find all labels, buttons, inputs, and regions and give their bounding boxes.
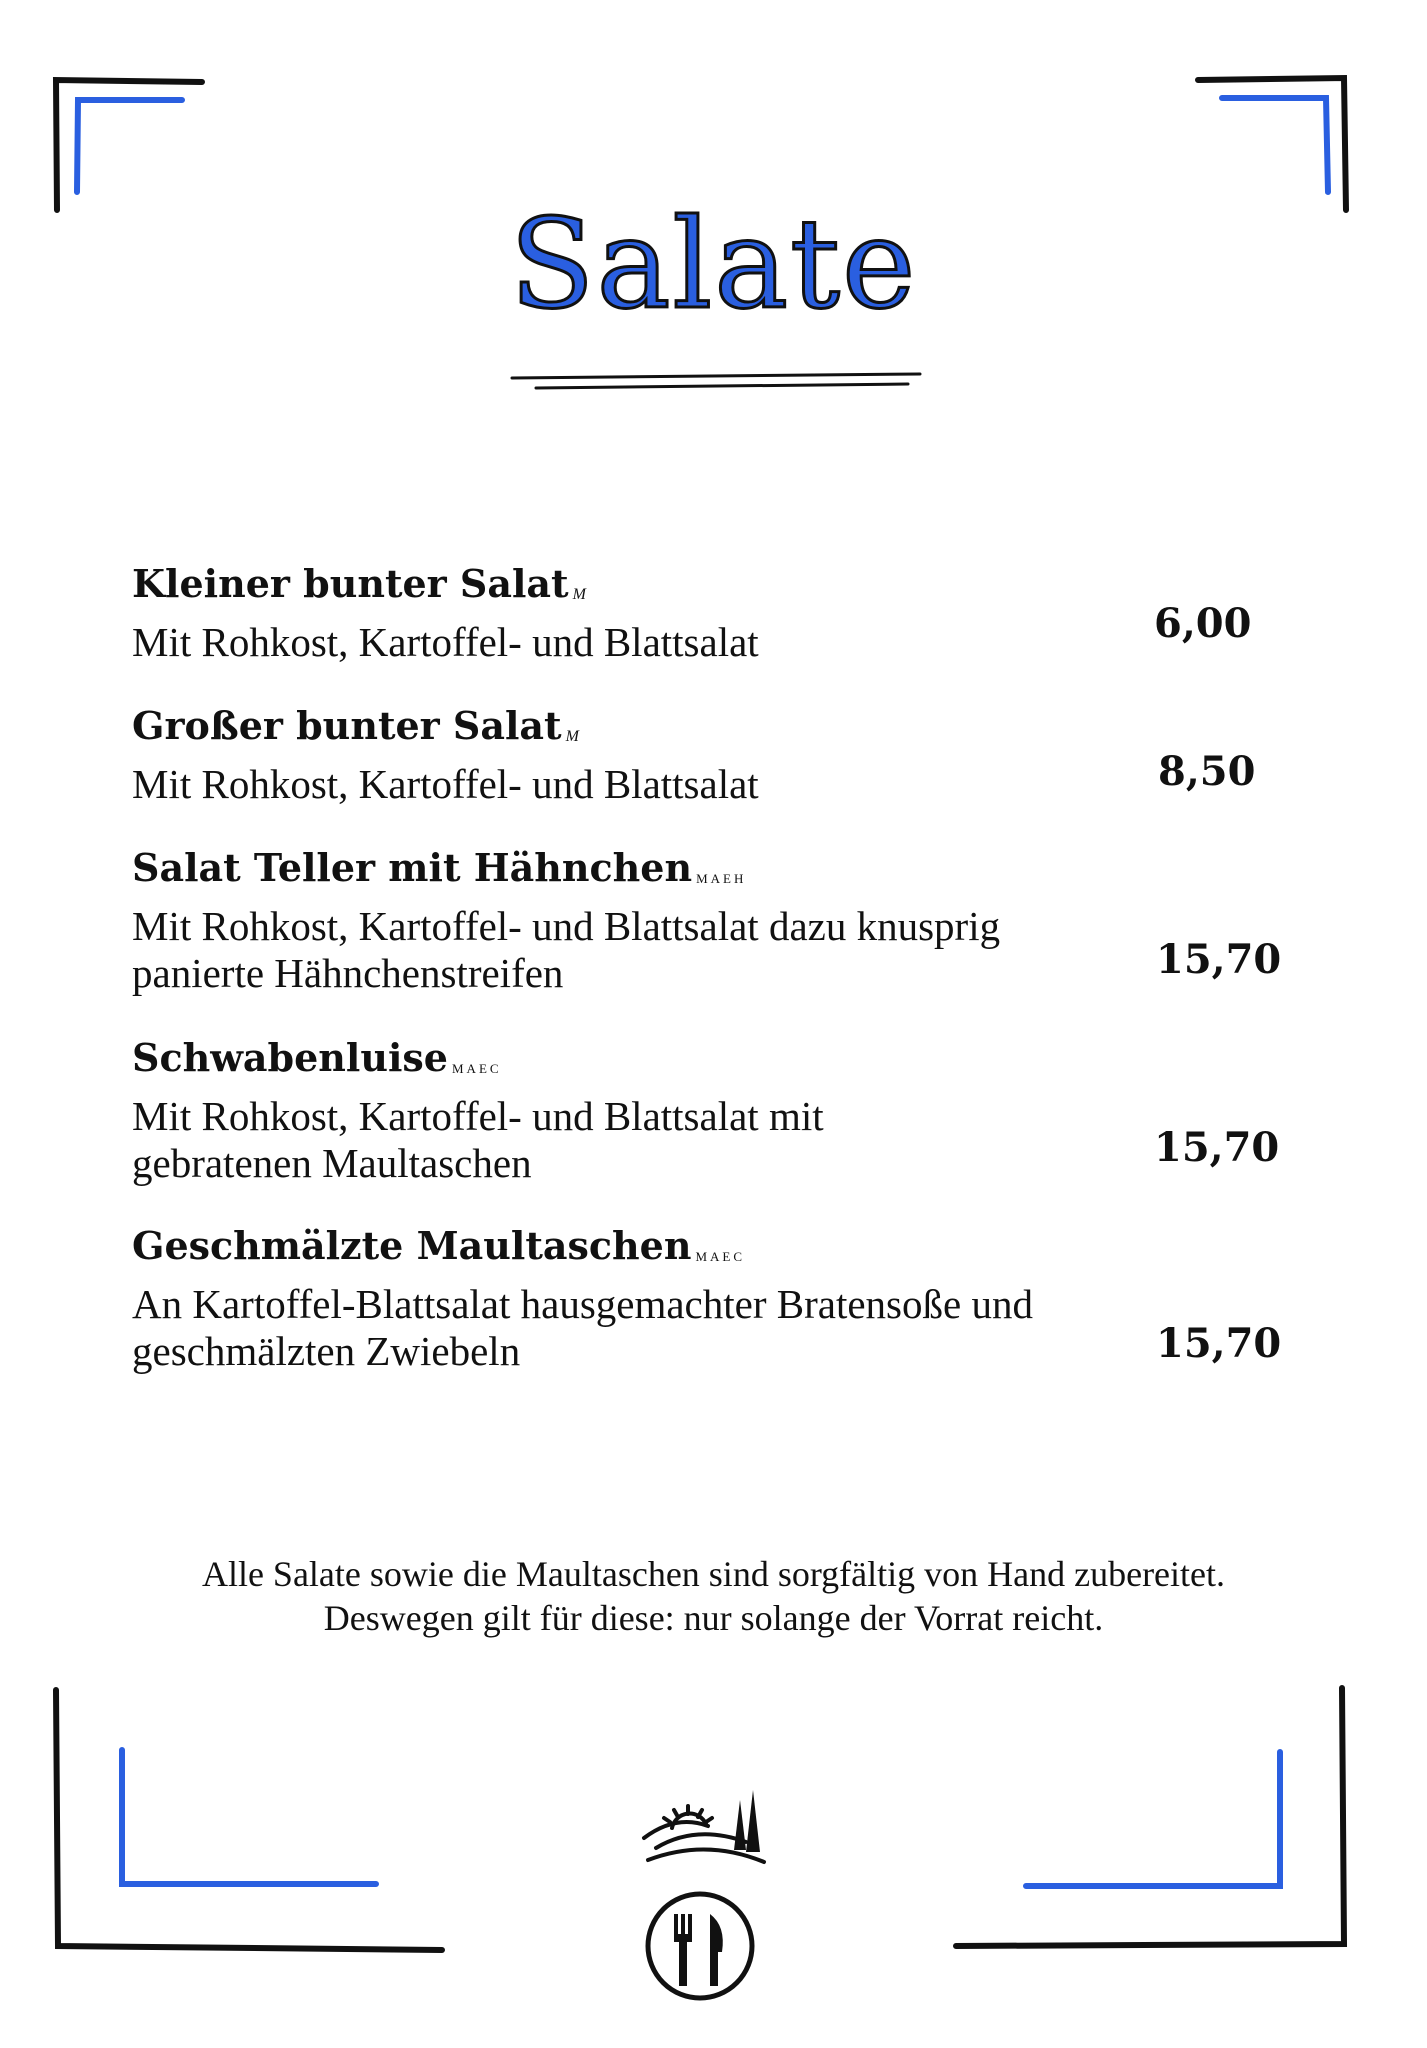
menu-item-name: Salat Teller mit Hähnchen bbox=[132, 845, 693, 890]
menu-item-price: 15,70 bbox=[1156, 936, 1282, 983]
footer-note-text: Alle Salate sowie die Maultaschen sind sorgfältig von Hand zubereitet. Deswegen gilt für diese: nur solange der Vorrat reicht. bbox=[201, 1554, 1226, 1638]
menu-item bbox=[132, 702, 1292, 808]
menu-item-description: Mit Rohkost, Kartoffel- und Blattsalat bbox=[132, 619, 759, 665]
menu-item-name: Kleiner bunter Salat bbox=[132, 561, 569, 606]
allergen-codes: M bbox=[565, 728, 579, 745]
allergen-codes: MAEC bbox=[452, 1061, 502, 1076]
menu-item-description: Mit Rohkost, Kartoffel- und Blattsalat dazu knusprig panierte Hähnchenstreifen bbox=[132, 903, 1001, 996]
allergen-codes: MAEH bbox=[696, 871, 747, 886]
page-title: Salate bbox=[509, 193, 918, 337]
landscape-sunrise-icon bbox=[636, 1780, 776, 1880]
menu-item bbox=[132, 1222, 1292, 1375]
footer-note bbox=[0, 1552, 1427, 1640]
fork-knife-icon bbox=[636, 1886, 776, 2006]
title-underline-decoration bbox=[508, 370, 928, 400]
menu-item-price: 6,00 bbox=[1154, 600, 1252, 647]
menu-item-name: Großer bunter Salat bbox=[132, 703, 562, 748]
restaurant-logo bbox=[636, 1780, 776, 2006]
menu-item-price: 15,70 bbox=[1156, 1320, 1282, 1367]
menu-item-price: 15,70 bbox=[1154, 1124, 1280, 1171]
menu-item-description: Mit Rohkost, Kartoffel- und Blattsalat bbox=[132, 761, 759, 807]
menu-item bbox=[132, 844, 1292, 997]
menu-item-description: Mit Rohkost, Kartoffel- und Blattsalat mit gebratenen Maultaschen bbox=[132, 1093, 824, 1186]
allergen-codes: M bbox=[572, 586, 586, 603]
menu-item bbox=[132, 1034, 1292, 1187]
menu-item-description: An Kartoffel-Blattsalat hausgemachter Bratensoße und geschmälzten Zwiebeln bbox=[132, 1281, 1033, 1374]
menu-item bbox=[132, 560, 1292, 666]
allergen-codes: MAEC bbox=[695, 1249, 746, 1264]
menu-item-price: 8,50 bbox=[1158, 748, 1256, 795]
menu-item-name: Schwabenluise bbox=[132, 1035, 448, 1080]
menu-item-name: Geschmälzte Maultaschen bbox=[132, 1223, 692, 1268]
